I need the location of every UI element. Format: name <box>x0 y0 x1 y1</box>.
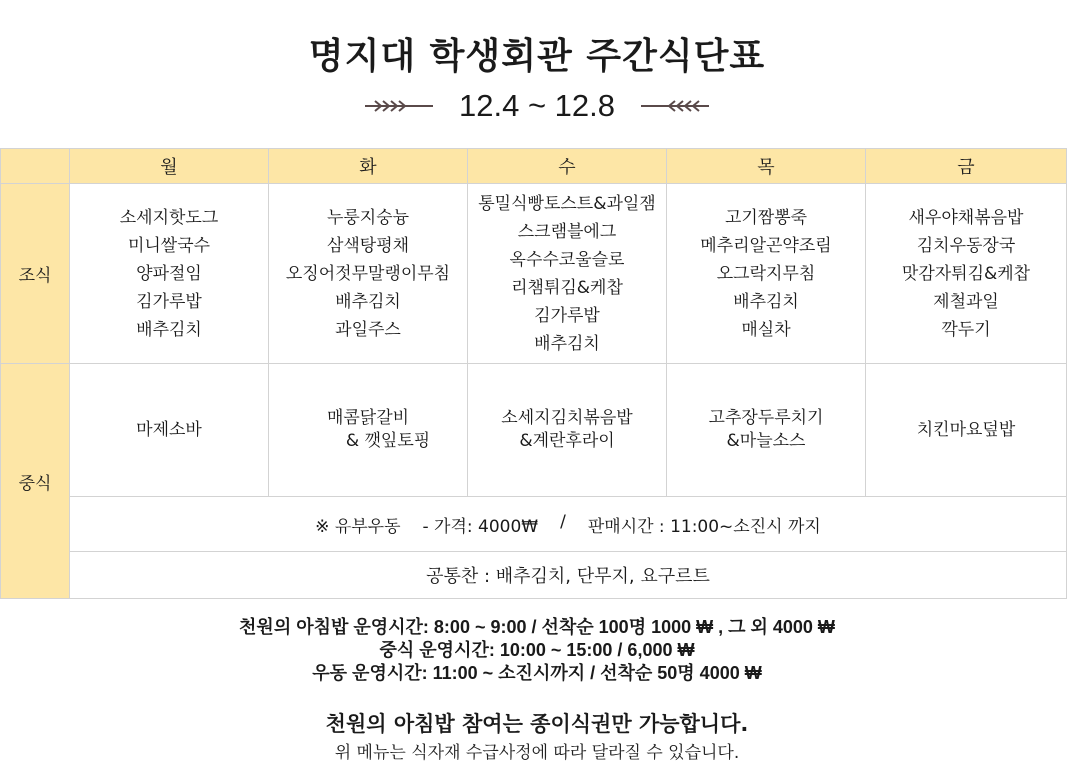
menu-item: 소세지핫도그 <box>119 207 219 228</box>
breakfast-fri <box>866 184 1067 364</box>
day-header: 월 <box>70 149 269 184</box>
menu-item: 배추김치 <box>335 291 401 312</box>
lunch-thu <box>667 364 866 497</box>
menu-item: 맛감자튀김&케찹 <box>901 263 1031 284</box>
menu-item: 통밀식빵토스트&과일잼 <box>478 193 656 214</box>
wheat-ornament-left-icon <box>365 99 433 113</box>
info-line: 천원의 아침밥 운영시간: 8:00 ~ 9:00 / 선착순 100명 1000 ₩ , 그 외 4000 ₩ <box>239 617 835 637</box>
menu-item: 오징어젓무말랭이무침 <box>285 263 451 284</box>
menu-item: 치킨마요덮밥 <box>916 419 1016 440</box>
menu-item: 배추김치 <box>733 291 799 312</box>
day-header: 화 <box>269 149 468 184</box>
menu-item: 배추김치 <box>136 319 202 340</box>
menu-item: 마제소바 <box>136 419 202 440</box>
lunch-tue <box>269 364 468 497</box>
menu-item: 깍두기 <box>941 319 991 340</box>
menu-item: &계란후라이 <box>519 431 615 451</box>
menu-item: 스크램블에그 <box>517 221 617 242</box>
menu-item: 리챔튀김&케찹 <box>511 277 623 298</box>
menu-item: 누룽지숭늉 <box>326 207 410 228</box>
meal-ticket-notice: 천원의 아침밥 참여는 종이식권만 가능합니다. <box>325 712 749 736</box>
menu-item: 배추김치 <box>534 333 600 354</box>
menu-item: 김가루밥 <box>534 305 600 326</box>
lunch-row <box>1 364 1067 497</box>
menu-item: 소세지김치볶음밥 <box>501 408 633 428</box>
menu-item: 과일주스 <box>335 319 401 340</box>
udon-note-price: - 가격: 4000₩ <box>422 516 539 537</box>
lunch-label: 중식 <box>1 364 70 599</box>
day-header: 목 <box>667 149 866 184</box>
menu-item: 삼색탕평채 <box>326 235 410 256</box>
common-side-dishes: 공통찬 : 배추김치, 단무지, 요구르트 <box>70 552 1067 599</box>
udon-note-name: ※ 유부우동 <box>315 516 401 537</box>
operating-hours-info <box>0 616 1074 685</box>
menu-item: & 깻잎토핑 <box>345 431 431 451</box>
info-line: 우동 운영시간: 11:00 ~ 소진시까지 / 선착순 50명 4000 ₩ <box>312 663 762 683</box>
lunch-fri <box>866 364 1067 497</box>
day-header: 수 <box>468 149 667 184</box>
page-title: 명지대 학생회관 주간식단표 <box>308 36 766 77</box>
udon-note-divider: / <box>560 511 566 532</box>
breakfast-row <box>1 184 1067 364</box>
udon-note-hours: 판매시간 : 11:00~소진시 까지 <box>587 516 821 537</box>
menu-item: 옥수수코울슬로 <box>509 249 625 270</box>
udon-note-row <box>1 497 1067 552</box>
menu-item: 새우야채볶음밥 <box>908 207 1024 228</box>
menu-item: 미니쌀국수 <box>127 235 211 256</box>
day-header: 금 <box>866 149 1067 184</box>
menu-item: 메추리알곤약조림 <box>700 235 832 256</box>
menu-item: 김가루밥 <box>136 291 202 312</box>
breakfast-mon <box>70 184 269 364</box>
menu-item: 제철과일 <box>933 291 999 312</box>
menu-item: 오그락지무침 <box>716 263 816 284</box>
breakfast-tue <box>269 184 468 364</box>
common-side-row <box>1 552 1067 599</box>
breakfast-thu <box>667 184 866 364</box>
date-range: 12.4 ~ 12.8 <box>459 88 615 123</box>
corner-cell <box>1 149 70 184</box>
menu-item: &마늘소스 <box>726 431 806 451</box>
info-line: 중식 운영시간: 10:00 ~ 15:00 / 6,000 ₩ <box>379 640 695 660</box>
weekly-menu-table <box>0 148 1067 599</box>
menu-change-notice: 위 메뉴는 식자재 수급사정에 따라 달라질 수 있습니다. <box>334 743 740 763</box>
lunch-mon <box>70 364 269 497</box>
day-header-row <box>1 149 1067 184</box>
menu-item: 매실차 <box>741 319 791 340</box>
date-row <box>0 84 1074 128</box>
breakfast-wed <box>468 184 667 364</box>
menu-item: 김치우동장국 <box>916 235 1016 256</box>
wheat-ornament-right-icon <box>641 99 709 113</box>
menu-item: 고기짬뽕죽 <box>724 207 808 228</box>
udon-note <box>70 497 1067 552</box>
menu-item: 고추장두루치기 <box>708 408 824 428</box>
menu-item: 양파절임 <box>136 263 202 284</box>
lunch-wed <box>468 364 667 497</box>
menu-item: 매콤닭갈비 <box>326 408 410 428</box>
breakfast-label: 조식 <box>1 184 70 364</box>
